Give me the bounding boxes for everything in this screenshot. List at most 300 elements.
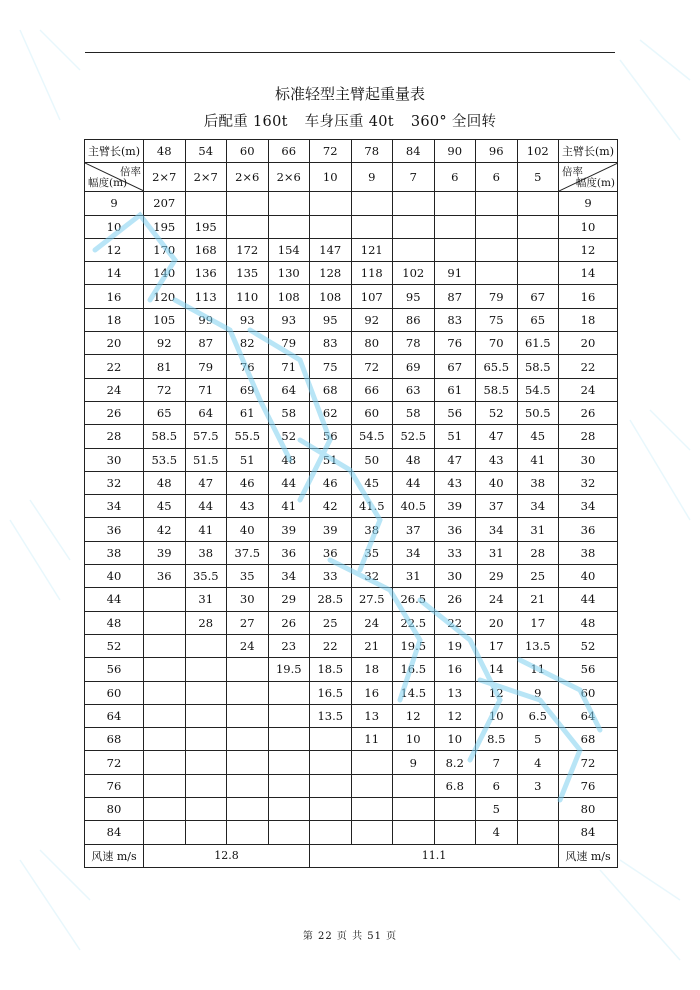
load-cell: 60 bbox=[351, 401, 393, 424]
load-cell: 92 bbox=[144, 332, 186, 355]
load-cell bbox=[185, 728, 227, 751]
boom-length-cell: 60 bbox=[227, 140, 269, 163]
load-cell: 24 bbox=[351, 611, 393, 634]
load-cell: 36 bbox=[434, 518, 476, 541]
load-cell: 43 bbox=[434, 471, 476, 494]
load-cell: 72 bbox=[144, 378, 186, 401]
radius-cell-right: 64 bbox=[559, 704, 618, 727]
load-cell: 63 bbox=[393, 378, 435, 401]
radius-cell-right: 68 bbox=[559, 728, 618, 751]
load-cell: 37.5 bbox=[227, 541, 269, 564]
table-row bbox=[85, 774, 618, 797]
load-cell: 136 bbox=[185, 262, 227, 285]
radius-cell-right: 48 bbox=[559, 611, 618, 634]
load-cell: 66 bbox=[351, 378, 393, 401]
load-cell bbox=[185, 658, 227, 681]
load-cell bbox=[393, 192, 435, 215]
load-cell bbox=[393, 215, 435, 238]
load-cell bbox=[434, 821, 476, 844]
load-cell bbox=[144, 658, 186, 681]
load-cell: 16 bbox=[351, 681, 393, 704]
load-cell: 82 bbox=[227, 332, 269, 355]
ratio-radius-header-right bbox=[559, 163, 618, 192]
load-cell: 64 bbox=[185, 401, 227, 424]
table-row bbox=[85, 262, 618, 285]
load-cell: 29 bbox=[476, 565, 518, 588]
load-cell bbox=[310, 774, 352, 797]
load-cell: 13.5 bbox=[517, 634, 559, 657]
radius-cell-left: 36 bbox=[85, 518, 144, 541]
radius-cell-left: 64 bbox=[85, 704, 144, 727]
load-cell: 23 bbox=[268, 634, 310, 657]
page-subtitle bbox=[0, 110, 700, 131]
table-row bbox=[85, 285, 618, 308]
radius-cell-right: 76 bbox=[559, 774, 618, 797]
load-cell: 5 bbox=[476, 798, 518, 821]
load-cell: 36 bbox=[310, 541, 352, 564]
load-cell: 52.5 bbox=[393, 425, 435, 448]
load-cell: 67 bbox=[434, 355, 476, 378]
load-cell: 140 bbox=[144, 262, 186, 285]
load-cell: 78 bbox=[393, 332, 435, 355]
load-cell: 14.5 bbox=[393, 681, 435, 704]
load-cell: 54.5 bbox=[351, 425, 393, 448]
load-cell: 36 bbox=[268, 541, 310, 564]
table-row bbox=[85, 518, 618, 541]
radius-cell-left: 68 bbox=[85, 728, 144, 751]
load-cell: 65 bbox=[517, 308, 559, 331]
watermark-bg-stroke bbox=[10, 500, 70, 600]
load-cell bbox=[476, 192, 518, 215]
load-cell: 41 bbox=[185, 518, 227, 541]
load-cell: 46 bbox=[310, 471, 352, 494]
ratio-cell: 2×7 bbox=[185, 163, 227, 192]
wind-speed-a: 12.8 bbox=[144, 844, 310, 867]
table-row bbox=[85, 541, 618, 564]
load-cell: 34 bbox=[393, 541, 435, 564]
load-cell: 154 bbox=[268, 238, 310, 261]
load-cell: 20 bbox=[476, 611, 518, 634]
load-cell: 51 bbox=[310, 448, 352, 471]
boom-length-cell: 84 bbox=[393, 140, 435, 163]
load-cell: 87 bbox=[185, 332, 227, 355]
load-cell: 43 bbox=[476, 448, 518, 471]
load-cell bbox=[351, 215, 393, 238]
load-cell: 56 bbox=[434, 401, 476, 424]
radius-cell-left: 32 bbox=[85, 471, 144, 494]
load-cell: 62 bbox=[310, 401, 352, 424]
table-row bbox=[85, 308, 618, 331]
boom-length-cell: 66 bbox=[268, 140, 310, 163]
load-cell bbox=[517, 798, 559, 821]
load-cell: 12 bbox=[393, 704, 435, 727]
load-cell bbox=[185, 774, 227, 797]
load-cell: 195 bbox=[185, 215, 227, 238]
load-cell: 91 bbox=[434, 262, 476, 285]
table-row bbox=[85, 425, 618, 448]
load-cell: 32 bbox=[351, 565, 393, 588]
load-cell: 79 bbox=[185, 355, 227, 378]
load-cell: 19 bbox=[434, 634, 476, 657]
ratio-cell: 7 bbox=[393, 163, 435, 192]
load-cell: 50.5 bbox=[517, 401, 559, 424]
radius-cell-left: 60 bbox=[85, 681, 144, 704]
load-cell bbox=[434, 798, 476, 821]
load-cell: 168 bbox=[185, 238, 227, 261]
load-cell: 65.5 bbox=[476, 355, 518, 378]
load-cell bbox=[351, 751, 393, 774]
wind-label-left: 风速 m/s bbox=[85, 844, 144, 867]
load-cell bbox=[144, 774, 186, 797]
load-cell: 48 bbox=[144, 471, 186, 494]
load-cell: 95 bbox=[393, 285, 435, 308]
load-cell bbox=[351, 192, 393, 215]
counterweight-label: 后配重 160t bbox=[203, 114, 288, 130]
load-cell bbox=[517, 192, 559, 215]
load-cell bbox=[185, 798, 227, 821]
load-cell bbox=[351, 774, 393, 797]
table-row bbox=[85, 495, 618, 518]
load-cell: 42 bbox=[310, 495, 352, 518]
ratio-cell: 6 bbox=[434, 163, 476, 192]
load-cell: 44 bbox=[268, 471, 310, 494]
load-cell: 80 bbox=[351, 332, 393, 355]
load-cell: 12 bbox=[434, 704, 476, 727]
radius-cell-right: 18 bbox=[559, 308, 618, 331]
load-cell: 40.5 bbox=[393, 495, 435, 518]
load-cell: 110 bbox=[227, 285, 269, 308]
load-cell bbox=[268, 215, 310, 238]
table-row bbox=[85, 611, 618, 634]
load-cell: 30 bbox=[434, 565, 476, 588]
radius-cell-left: 72 bbox=[85, 751, 144, 774]
load-cell: 30 bbox=[227, 588, 269, 611]
radius-cell-left: 48 bbox=[85, 611, 144, 634]
load-cell: 31 bbox=[476, 541, 518, 564]
boom-length-cell: 78 bbox=[351, 140, 393, 163]
load-cell bbox=[351, 798, 393, 821]
load-cell: 58.5 bbox=[517, 355, 559, 378]
wind-row bbox=[85, 844, 618, 867]
load-cell bbox=[144, 634, 186, 657]
load-cell: 45 bbox=[351, 471, 393, 494]
radius-cell-left: 52 bbox=[85, 634, 144, 657]
radius-cell-left: 22 bbox=[85, 355, 144, 378]
load-cell: 76 bbox=[227, 355, 269, 378]
table-row bbox=[85, 588, 618, 611]
load-cell bbox=[434, 238, 476, 261]
boom-length-label-right: 主臂长(m) bbox=[559, 140, 618, 163]
load-cell: 6 bbox=[476, 774, 518, 797]
load-cell: 50 bbox=[351, 448, 393, 471]
load-cell: 41 bbox=[517, 448, 559, 471]
load-cell: 38 bbox=[185, 541, 227, 564]
load-cell bbox=[268, 704, 310, 727]
load-cell bbox=[185, 681, 227, 704]
load-cell: 29 bbox=[268, 588, 310, 611]
ratio-label: 倍率 bbox=[120, 166, 141, 179]
load-cell: 12 bbox=[476, 681, 518, 704]
load-cell: 5 bbox=[517, 728, 559, 751]
load-cell bbox=[517, 262, 559, 285]
load-cell: 79 bbox=[476, 285, 518, 308]
load-cell bbox=[434, 215, 476, 238]
page-number: 第 22 页 共 51 页 bbox=[302, 931, 398, 942]
load-cell: 6.8 bbox=[434, 774, 476, 797]
load-cell: 54.5 bbox=[517, 378, 559, 401]
load-cell: 120 bbox=[144, 285, 186, 308]
table-row bbox=[85, 798, 618, 821]
radius-cell-right: 36 bbox=[559, 518, 618, 541]
radius-cell-right: 38 bbox=[559, 541, 618, 564]
table-row bbox=[85, 751, 618, 774]
table-row bbox=[85, 681, 618, 704]
load-cell: 33 bbox=[310, 565, 352, 588]
load-cell: 28 bbox=[185, 611, 227, 634]
table-row bbox=[85, 192, 618, 215]
load-cell: 107 bbox=[351, 285, 393, 308]
load-cell: 21 bbox=[517, 588, 559, 611]
load-cell: 118 bbox=[351, 262, 393, 285]
load-cell: 10 bbox=[393, 728, 435, 751]
load-cell: 70 bbox=[476, 332, 518, 355]
load-cell bbox=[144, 728, 186, 751]
load-cell: 27 bbox=[227, 611, 269, 634]
load-cell: 25 bbox=[517, 565, 559, 588]
radius-cell-left: 38 bbox=[85, 541, 144, 564]
load-cell: 51.5 bbox=[185, 448, 227, 471]
load-cell: 75 bbox=[476, 308, 518, 331]
load-cell: 108 bbox=[310, 285, 352, 308]
load-cell: 39 bbox=[144, 541, 186, 564]
load-cell: 79 bbox=[268, 332, 310, 355]
load-cell: 14 bbox=[476, 658, 518, 681]
boom-length-cell: 102 bbox=[517, 140, 559, 163]
boom-length-label-left: 主臂长(m) bbox=[85, 140, 144, 163]
header-rule bbox=[85, 52, 615, 53]
ratio-label: 倍率 bbox=[562, 166, 583, 179]
load-table bbox=[84, 139, 618, 868]
watermark-bg-stroke bbox=[600, 860, 680, 960]
boom-length-cell: 54 bbox=[185, 140, 227, 163]
load-cell: 10 bbox=[434, 728, 476, 751]
load-cell bbox=[144, 681, 186, 704]
load-cell: 33 bbox=[434, 541, 476, 564]
load-cell bbox=[268, 192, 310, 215]
table-row bbox=[85, 378, 618, 401]
load-cell bbox=[268, 821, 310, 844]
radius-cell-left: 16 bbox=[85, 285, 144, 308]
load-cell bbox=[227, 704, 269, 727]
radius-label: 幅度(m) bbox=[575, 177, 615, 190]
radius-cell-right: 40 bbox=[559, 565, 618, 588]
ratio-row bbox=[85, 163, 618, 192]
load-cell bbox=[476, 238, 518, 261]
watermark-bg-stroke bbox=[20, 30, 80, 120]
ratio-cell: 5 bbox=[517, 163, 559, 192]
load-cell: 35 bbox=[227, 565, 269, 588]
load-cell: 13 bbox=[351, 704, 393, 727]
radius-cell-left: 20 bbox=[85, 332, 144, 355]
load-cell: 40 bbox=[227, 518, 269, 541]
load-cell: 195 bbox=[144, 215, 186, 238]
load-cell bbox=[227, 215, 269, 238]
load-cell: 26.5 bbox=[393, 588, 435, 611]
load-cell: 37 bbox=[393, 518, 435, 541]
radius-cell-right: 9 bbox=[559, 192, 618, 215]
load-cell: 28 bbox=[517, 541, 559, 564]
radius-cell-right: 60 bbox=[559, 681, 618, 704]
load-cell: 26 bbox=[268, 611, 310, 634]
load-cell: 39 bbox=[434, 495, 476, 518]
ratio-cell: 9 bbox=[351, 163, 393, 192]
load-cell: 207 bbox=[144, 192, 186, 215]
radius-cell-right: 14 bbox=[559, 262, 618, 285]
load-cell bbox=[144, 704, 186, 727]
table-row bbox=[85, 448, 618, 471]
load-cell bbox=[185, 704, 227, 727]
load-cell: 25 bbox=[310, 611, 352, 634]
table-row bbox=[85, 332, 618, 355]
load-cell bbox=[268, 681, 310, 704]
load-cell bbox=[268, 774, 310, 797]
radius-cell-right: 84 bbox=[559, 821, 618, 844]
load-cell: 135 bbox=[227, 262, 269, 285]
table-row bbox=[85, 821, 618, 844]
load-cell: 31 bbox=[517, 518, 559, 541]
load-cell: 47 bbox=[476, 425, 518, 448]
radius-cell-left: 30 bbox=[85, 448, 144, 471]
boom-length-row bbox=[85, 140, 618, 163]
page-title: 标准轻型主臂起重量表 bbox=[274, 85, 425, 103]
load-cell: 87 bbox=[434, 285, 476, 308]
load-cell: 69 bbox=[393, 355, 435, 378]
load-cell: 51 bbox=[434, 425, 476, 448]
load-cell: 35.5 bbox=[185, 565, 227, 588]
radius-cell-right: 24 bbox=[559, 378, 618, 401]
load-cell: 72 bbox=[351, 355, 393, 378]
boom-length-cell: 96 bbox=[476, 140, 518, 163]
wind-speed-b: 11.1 bbox=[310, 844, 559, 867]
radius-cell-left: 26 bbox=[85, 401, 144, 424]
radius-label: 幅度(m) bbox=[88, 177, 128, 190]
load-cell: 19.5 bbox=[393, 634, 435, 657]
table-row bbox=[85, 401, 618, 424]
load-cell: 47 bbox=[185, 471, 227, 494]
table-row bbox=[85, 728, 618, 751]
load-cell: 38 bbox=[351, 518, 393, 541]
load-cell: 57.5 bbox=[185, 425, 227, 448]
load-cell: 44 bbox=[185, 495, 227, 518]
load-cell: 42 bbox=[144, 518, 186, 541]
load-cell bbox=[310, 798, 352, 821]
radius-cell-right: 80 bbox=[559, 798, 618, 821]
load-cell: 61.5 bbox=[517, 332, 559, 355]
load-cell bbox=[227, 192, 269, 215]
load-cell bbox=[227, 728, 269, 751]
load-cell: 45 bbox=[144, 495, 186, 518]
radius-cell-right: 26 bbox=[559, 401, 618, 424]
load-cell bbox=[310, 215, 352, 238]
load-cell bbox=[310, 821, 352, 844]
load-cell bbox=[268, 798, 310, 821]
radius-cell-right: 72 bbox=[559, 751, 618, 774]
radius-cell-left: 10 bbox=[85, 215, 144, 238]
load-cell: 102 bbox=[393, 262, 435, 285]
load-cell: 108 bbox=[268, 285, 310, 308]
load-cell: 18 bbox=[351, 658, 393, 681]
radius-cell-right: 10 bbox=[559, 215, 618, 238]
table-row bbox=[85, 658, 618, 681]
load-cell bbox=[517, 215, 559, 238]
load-cell bbox=[185, 751, 227, 774]
load-cell: 39 bbox=[268, 518, 310, 541]
load-cell: 92 bbox=[351, 308, 393, 331]
load-cell: 24 bbox=[476, 588, 518, 611]
load-cell: 43 bbox=[227, 495, 269, 518]
load-cell bbox=[227, 751, 269, 774]
load-cell: 65 bbox=[144, 401, 186, 424]
watermark-bg-stroke bbox=[630, 410, 690, 520]
load-cell: 105 bbox=[144, 308, 186, 331]
load-cell bbox=[185, 192, 227, 215]
radius-cell-left: 34 bbox=[85, 495, 144, 518]
load-cell: 58 bbox=[393, 401, 435, 424]
load-cell: 64 bbox=[268, 378, 310, 401]
load-cell: 31 bbox=[393, 565, 435, 588]
load-cell: 31 bbox=[185, 588, 227, 611]
load-cell: 93 bbox=[227, 308, 269, 331]
load-cell: 71 bbox=[185, 378, 227, 401]
load-cell bbox=[227, 681, 269, 704]
radius-cell-right: 16 bbox=[559, 285, 618, 308]
boom-length-cell: 48 bbox=[144, 140, 186, 163]
radius-cell-right: 30 bbox=[559, 448, 618, 471]
load-cell: 13 bbox=[434, 681, 476, 704]
table-row bbox=[85, 215, 618, 238]
load-cell: 34 bbox=[268, 565, 310, 588]
boom-length-cell: 90 bbox=[434, 140, 476, 163]
table-row bbox=[85, 704, 618, 727]
load-cell: 172 bbox=[227, 238, 269, 261]
ratio-cell: 2×6 bbox=[268, 163, 310, 192]
load-cell: 55.5 bbox=[227, 425, 269, 448]
load-cell: 58 bbox=[268, 401, 310, 424]
table-row bbox=[85, 471, 618, 494]
load-cell: 22 bbox=[310, 634, 352, 657]
radius-cell-right: 22 bbox=[559, 355, 618, 378]
load-cell: 16.5 bbox=[310, 681, 352, 704]
load-cell: 8.5 bbox=[476, 728, 518, 751]
load-cell: 6.5 bbox=[517, 704, 559, 727]
load-cell bbox=[476, 215, 518, 238]
load-cell: 41 bbox=[268, 495, 310, 518]
load-cell: 8.2 bbox=[434, 751, 476, 774]
load-cell: 71 bbox=[268, 355, 310, 378]
radius-cell-left: 18 bbox=[85, 308, 144, 331]
radius-cell-right: 32 bbox=[559, 471, 618, 494]
load-cell: 86 bbox=[393, 308, 435, 331]
load-cell: 51 bbox=[227, 448, 269, 471]
load-cell: 67 bbox=[517, 285, 559, 308]
radius-cell-right: 52 bbox=[559, 634, 618, 657]
radius-cell-left: 14 bbox=[85, 262, 144, 285]
load-cell: 75 bbox=[310, 355, 352, 378]
ratio-cell: 10 bbox=[310, 163, 352, 192]
load-cell bbox=[310, 192, 352, 215]
load-cell bbox=[393, 798, 435, 821]
load-cell: 22 bbox=[434, 611, 476, 634]
